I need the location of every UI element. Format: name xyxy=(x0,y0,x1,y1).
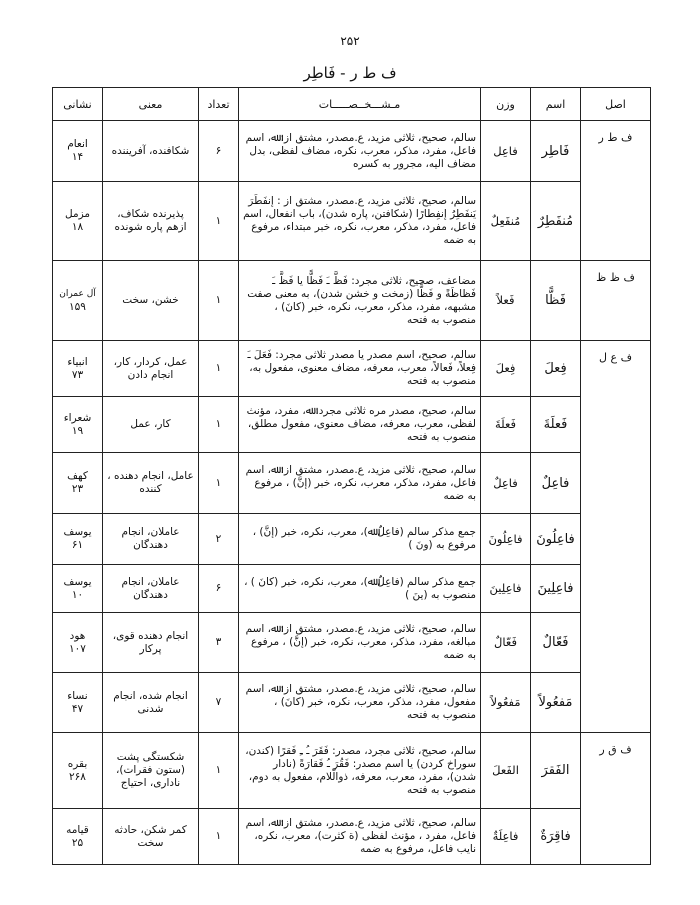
reference-sura: شعراء xyxy=(63,411,92,424)
table-row xyxy=(53,121,651,182)
reference-ayah: ۱۴ xyxy=(71,151,84,163)
count-cell: ۶ xyxy=(199,565,239,613)
pattern-cell: فاعِلِینَ xyxy=(481,565,531,613)
table-row xyxy=(53,397,651,453)
pattern-cell: فاعِلَةٌ xyxy=(481,809,531,865)
root-title: ف ط ر - فَاطِر xyxy=(303,64,397,82)
reference-cell xyxy=(53,733,103,809)
word-cell: فَعّالٌ xyxy=(531,613,581,673)
pattern-cell: فَعلاً xyxy=(481,261,531,341)
reference-sura: یوسف xyxy=(63,526,92,538)
header-pattern: وزن xyxy=(481,88,531,121)
reference-ayah: ۱۰۷ xyxy=(69,642,86,655)
meaning-cell: عاملان، انجام دهندگان xyxy=(103,565,199,613)
word-cell: فاعِلٌ xyxy=(531,453,581,514)
reference-ayah: ۲۵ xyxy=(71,836,84,849)
word-cell: فاعِلِینَ xyxy=(531,565,581,613)
reference-ayah: ۲۶۸ xyxy=(69,770,86,783)
table-row xyxy=(53,261,651,341)
reference-sura: انعام xyxy=(67,138,88,150)
description-cell: مضاعف، صحیح، ثلاثی مجرد: فَظَّ ـَ فَظًّا یا فَظَّ ـَ فَظاظَةً و فَظًّا (زمخت و خشن شدن)، به معنی صفت مشبهه، مفرد، مذکر، معرب، نکره، خبر (کانَ) ، منصوب به فتحه xyxy=(239,261,481,341)
count-cell: ۱ xyxy=(199,341,239,397)
pattern-cell: مُنفَعِلٌ xyxy=(481,182,531,261)
description-cell: سالم، صحیح، ثلاثی مزید، ع.مصدر، مشتق از: ﷲ، اسم فاعل، مفرد، مذکر، معرب، نکره، مضاف لفظی، بدل مضاف الیه، مجرور به کسره xyxy=(239,121,481,182)
morphology-table xyxy=(52,87,651,865)
pattern-cell: الفَعلَ xyxy=(481,733,531,809)
description-cell: سالم، صحیح، ثلاثی مزید، ع.مصدر، مشتق از : إنفَطَرَ یَنفَطِرُ إنفِطارًا (شکافتن، پاره شدن)، باب انفعال، اسم فاعل، مفرد، مذکر، معرب، نکره، خبر مبتداء، مرفوع به ضمه xyxy=(239,182,481,261)
reference-cell xyxy=(53,514,103,565)
reference-sura: انبیاء xyxy=(67,355,88,368)
word-cell: فاقِرَةٌ xyxy=(531,809,581,865)
reference-sura: آل عمران xyxy=(59,288,96,299)
pattern-cell: فاعِلٌ xyxy=(481,453,531,514)
pattern-cell: مَفعُولاً xyxy=(481,673,531,733)
reference-cell xyxy=(53,182,103,261)
meaning-cell: کار، عمل xyxy=(103,397,199,453)
reference-sura: مزمل xyxy=(65,208,90,220)
meaning-cell: پذیرنده شکاف، ازهم پاره شونده xyxy=(103,182,199,261)
table-row xyxy=(53,514,651,565)
count-cell: ۱ xyxy=(199,261,239,341)
reference-sura: بقره xyxy=(67,757,88,770)
pattern-cell: فاعِلُونَ xyxy=(481,514,531,565)
table-row xyxy=(53,613,651,673)
meaning-cell: کمر شکن، حادثه سخت xyxy=(103,809,199,865)
table-row xyxy=(53,341,651,397)
table-row xyxy=(53,733,651,809)
description-cell: سالم، صحیح، ثلاثی مزید، ع.مصدر، مشتق از: ﷲ، اسم فاعل، مفرد، مذکر، معرب، نکره، خبر (إنَّ) ، مرفوع به ضمه xyxy=(239,453,481,514)
description-cell: سالم، صحیح، ثلاثی مزید، ع.مصدر، مشتق از: ﷲ، اسم مفعول، مفرد، مذکر، معرب، نکره، خبر (کانَ) ، منصوب به فتحه xyxy=(239,673,481,733)
reference-cell xyxy=(53,613,103,673)
count-cell: ۱ xyxy=(199,733,239,809)
reference-ayah: ۱۵۹ xyxy=(69,300,86,313)
description-cell: سالم، صحیح، ثلاثی مزید، ع.مصدر، مشتق از: ﷲ، اسم فاعل، مفرد ، مؤنث لفظی (ة کثرت)، معرب، نکره، نایب فاعل، مرفوع به ضمه xyxy=(239,809,481,865)
description-cell: جمع مذکر سالم (فاعِلٌ ﷲ)، معرب، نکره، خبر (إنَّ) ، مرفوع به (ونَ ) xyxy=(239,514,481,565)
table-row xyxy=(53,809,651,865)
page-number: ۲۵۲ xyxy=(340,34,360,48)
description-cell: سالم، صحیح، ثلاثی مزید، ع.مصدر، مشتق از: ﷲ، اسم مبالغه، مفرد، مذکر، معرب، نکره، خبر (إنَّ) ، مرفوع به ضمه xyxy=(239,613,481,673)
reference-cell xyxy=(53,673,103,733)
reference-cell xyxy=(53,565,103,613)
meaning-cell: انجام شده، انجام شدنی xyxy=(103,673,199,733)
pattern-cell: فَعّالٌ xyxy=(481,613,531,673)
word-cell: فِعلَ xyxy=(531,341,581,397)
meaning-cell: شکستگی پشت (ستون فقرات)، ناداری، احتیاج xyxy=(103,733,199,809)
description-cell: سالم، صحیح، مصدر مره ثلاثی مجرد: ﷲ، مفرد، مؤنث لفظی، معرب، معرفه، مضاف معنوی، مفعول مطلق، منصوب به فتحه xyxy=(239,397,481,453)
word-cell: فَاطِر xyxy=(531,121,581,182)
reference-cell xyxy=(53,121,103,182)
reference-ayah: ۷۳ xyxy=(71,368,84,381)
root-cell: ف ط ر xyxy=(581,121,651,261)
description-cell: جمع مذکر سالم (فاعِلٌ ﷲ)، معرب، نکره، خبر (کانَ ) ، منصوب به (ینَ ) xyxy=(239,565,481,613)
count-cell: ۷ xyxy=(199,673,239,733)
count-cell: ۱ xyxy=(199,182,239,261)
reference-ayah: ۴۷ xyxy=(71,702,84,715)
meaning-cell: خشن، سخت xyxy=(103,261,199,341)
meaning-cell: عمل، کردار، کار، انجام دادن xyxy=(103,341,199,397)
word-cell: مُنفَطِرٌ xyxy=(531,182,581,261)
count-cell: ۱ xyxy=(199,809,239,865)
description-cell: سالم، صحیح، اسم مصدر یا مصدر ثلاثی مجرد: فَعَلَ ـَ فِعلاً، فَعالاً، معرب، معرفه، مضاف معنوی، مفعول به، منصوب به فتحه xyxy=(239,341,481,397)
reference-ayah: ۶۱ xyxy=(71,539,84,551)
reference-sura: یوسف xyxy=(63,575,92,588)
reference-sura: قیامه xyxy=(66,823,89,836)
reference-cell xyxy=(53,453,103,514)
word-cell: فاعِلُونَ xyxy=(531,514,581,565)
reference-sura: کهف xyxy=(67,470,88,482)
reference-ayah: ۱۹ xyxy=(71,424,84,437)
word-cell: فَعلَةَ xyxy=(531,397,581,453)
root-cell: ف ظ ظ xyxy=(581,261,651,341)
header-description: مـشـــخــصـــــات xyxy=(239,88,481,121)
meaning-cell: انجام دهنده قوی، پرکار xyxy=(103,613,199,673)
header-meaning: معنی xyxy=(103,88,199,121)
table-row xyxy=(53,565,651,613)
description-cell: سالم، صحیح، ثلاثی مجرد، مصدر: فَقَرَ ـُ ـِ فَقرًا (کندن، سوراخ کردن) یا اسم مصدر: فَقُرَ ـُ فَقارَةً (نادار شدن)، مفرد، معرب، معرفه، ذوالّلام، مفعول به دوم، منصوب به فتحه xyxy=(239,733,481,809)
table-row xyxy=(53,182,651,261)
reference-sura: هود xyxy=(69,629,86,642)
word-cell: مَفعُولاً xyxy=(531,673,581,733)
table-row xyxy=(53,453,651,514)
word-cell: فَظًّا xyxy=(531,261,581,341)
root-cell: ف ق ر xyxy=(581,733,651,865)
word-cell: الفَقرَ xyxy=(531,733,581,809)
header-row xyxy=(53,88,651,121)
table-row xyxy=(53,673,651,733)
meaning-cell: شکافنده، آفریننده xyxy=(103,121,199,182)
reference-ayah: ۱۸ xyxy=(71,221,84,233)
header-reference: نشانی xyxy=(53,88,103,121)
header-count: تعداد xyxy=(199,88,239,121)
pattern-cell: فاعِل xyxy=(481,121,531,182)
meaning-cell: عاملان، انجام دهندگان xyxy=(103,514,199,565)
pattern-cell: فَعلَةَ xyxy=(481,397,531,453)
reference-cell xyxy=(53,809,103,865)
reference-ayah: ۱۰ xyxy=(71,588,84,601)
count-cell: ۲ xyxy=(199,514,239,565)
reference-cell xyxy=(53,261,103,341)
count-cell: ۶ xyxy=(199,121,239,182)
count-cell: ۳ xyxy=(199,613,239,673)
count-cell: ۱ xyxy=(199,453,239,514)
root-cell: ف ع ل xyxy=(581,341,651,733)
meaning-cell: عامل، انجام دهنده ، کننده xyxy=(103,453,199,514)
count-cell: ۱ xyxy=(199,397,239,453)
pattern-cell: فِعلَ xyxy=(481,341,531,397)
header-word: اسم xyxy=(531,88,581,121)
reference-ayah: ۲۳ xyxy=(71,483,84,495)
reference-cell xyxy=(53,397,103,453)
reference-sura: نساء xyxy=(67,689,88,702)
reference-cell xyxy=(53,341,103,397)
header-root: اصل xyxy=(581,88,651,121)
